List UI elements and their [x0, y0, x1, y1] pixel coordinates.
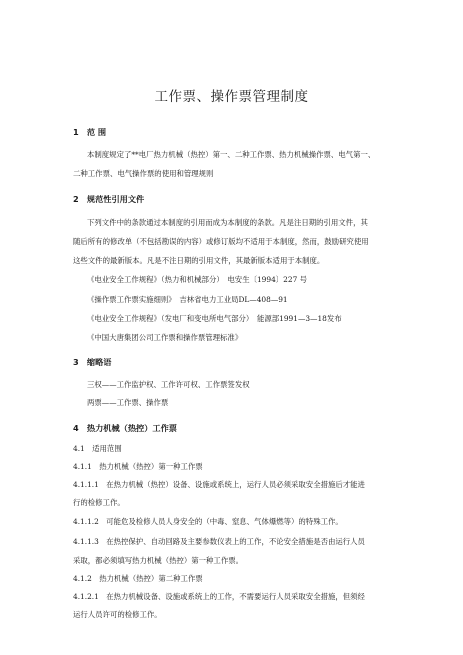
clause-line: 4.1 适用范围	[73, 444, 122, 453]
clause-line: 4.1.1.2 可能危及检修人员人身安全的（中毒、窒息、气体爆燃等）的特殊工作。	[73, 517, 343, 526]
paragraph-line: 本制度规定了**电厂热力机械（热控）第一、二种工作票、热力机械操作票、电气第一、	[87, 150, 376, 159]
section-3-heading: 3 缩略语	[73, 357, 112, 367]
paragraph-line: 下列文件中的条款通过本制度的引用而成为本制度的条款。凡是注日期的引用文件，其	[87, 218, 368, 227]
reference-item: 《中国大唐集团公司工作票和操作票管理标准》	[87, 333, 243, 342]
paragraph-line: 二种工作票、电气操作票的使用和管理规则	[73, 169, 214, 178]
reference-item: 《电业安全工作规程》（热力和机械部分） 电安生〔1994〕227 号	[87, 275, 308, 284]
reference-item: 《操作票工作票实施细则》 吉林省电力工业局DL—408—91	[87, 295, 288, 304]
section-4-heading: 4 热力机械（热控）工作票	[73, 423, 177, 433]
clause-line: 4.1.2 热力机械（热控）第二种工作票	[73, 574, 203, 583]
clause-line: 行的检修工作。	[73, 498, 125, 507]
clause-line: 4.1.1.3 在热控保护、自动回路及主要参数仪表上的工作，不论安全措施是否由运行人员	[73, 537, 365, 546]
clause-line: 运行人员许可的检修工作。	[73, 610, 162, 619]
abbreviation-item: 两票——工作票、操作票	[87, 398, 169, 407]
reference-item: 《电业安全工作规程》（发电厂和变电所电气部分） 能源部1991—3—18发布	[87, 314, 342, 323]
clause-line: 采取，都必须填写热力机械（热控）第一种工作票。	[73, 556, 243, 565]
clause-line: 4.1.1.1 在热力机械（热控）设备、设施或系统上，运行人员必须采取安全措施后才能进	[73, 480, 365, 489]
abbreviation-item: 三权——工作监护权、工作许可权、工作票签发权	[87, 380, 250, 389]
paragraph-line: 随后所有的修改单（不包括勘误的内容）或修订版均不适用于本制度，然而，鼓励研究使用	[73, 237, 369, 246]
section-1-heading: 1 范 围	[73, 127, 107, 137]
section-2-heading: 2 规范性引用文件	[73, 194, 145, 204]
clause-line: 4.1.1 热力机械（热控）第一种工作票	[73, 462, 203, 471]
page-title: 工作票、操作票管理制度	[154, 89, 309, 105]
paragraph-line: 这些文件的最新版本。凡是不注日期的引用文件，其最新版本适用于本制度。	[73, 256, 325, 265]
clause-line: 4.1.2.1 在热力机械设备、设施或系统上的工作，不需要运行人员采取安全措施，但须经	[73, 592, 365, 601]
